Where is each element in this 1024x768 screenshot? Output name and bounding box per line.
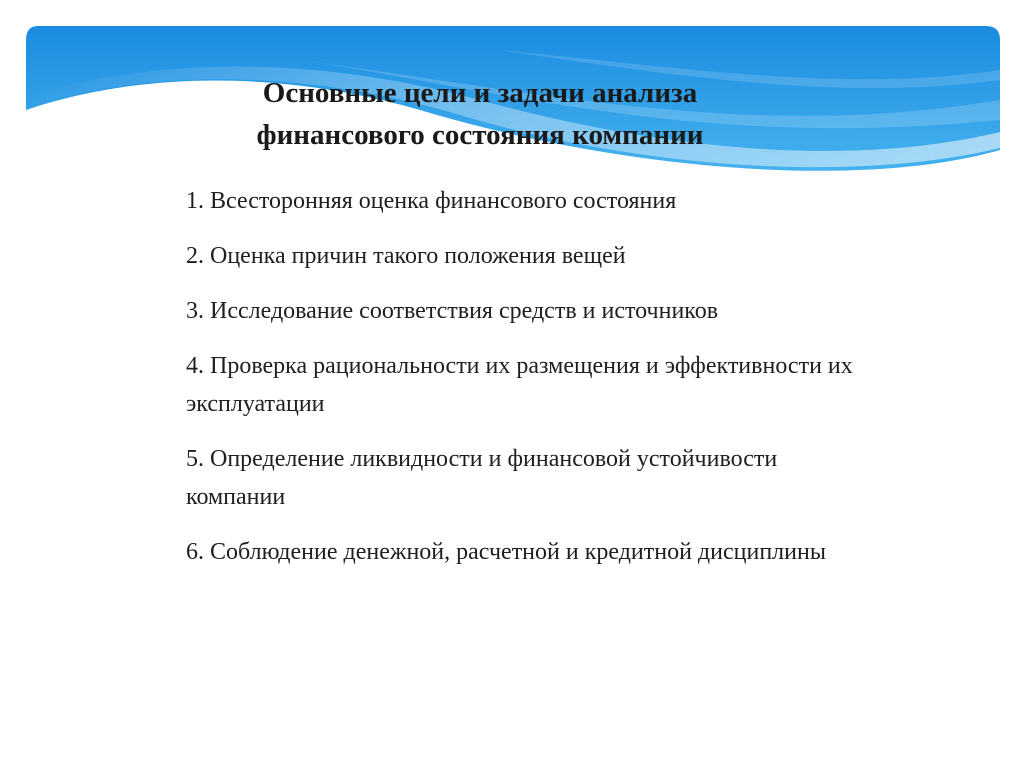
list-item: 2. Оценка причин такого положения вещей (186, 243, 626, 269)
list-item: 1. Всесторонняя оценка финансового состояния (186, 188, 677, 214)
list-item: 3. Исследование соответствия средств и источников (186, 298, 719, 324)
list-item: 4. Проверка рациональности их размещения и эффективности их эксплуатации (186, 353, 853, 417)
slide-title (160, 72, 800, 156)
list-item: 6. Соблюдение денежной, расчетной и кредитной дисциплины (186, 539, 826, 565)
goals-list (186, 182, 866, 588)
title-line: финансового состояния компании (256, 119, 704, 151)
title-line: Основные цели и задачи анализа (262, 77, 698, 109)
list-item: 5. Определение ликвидности и финансовой устойчивости компании (186, 446, 778, 510)
